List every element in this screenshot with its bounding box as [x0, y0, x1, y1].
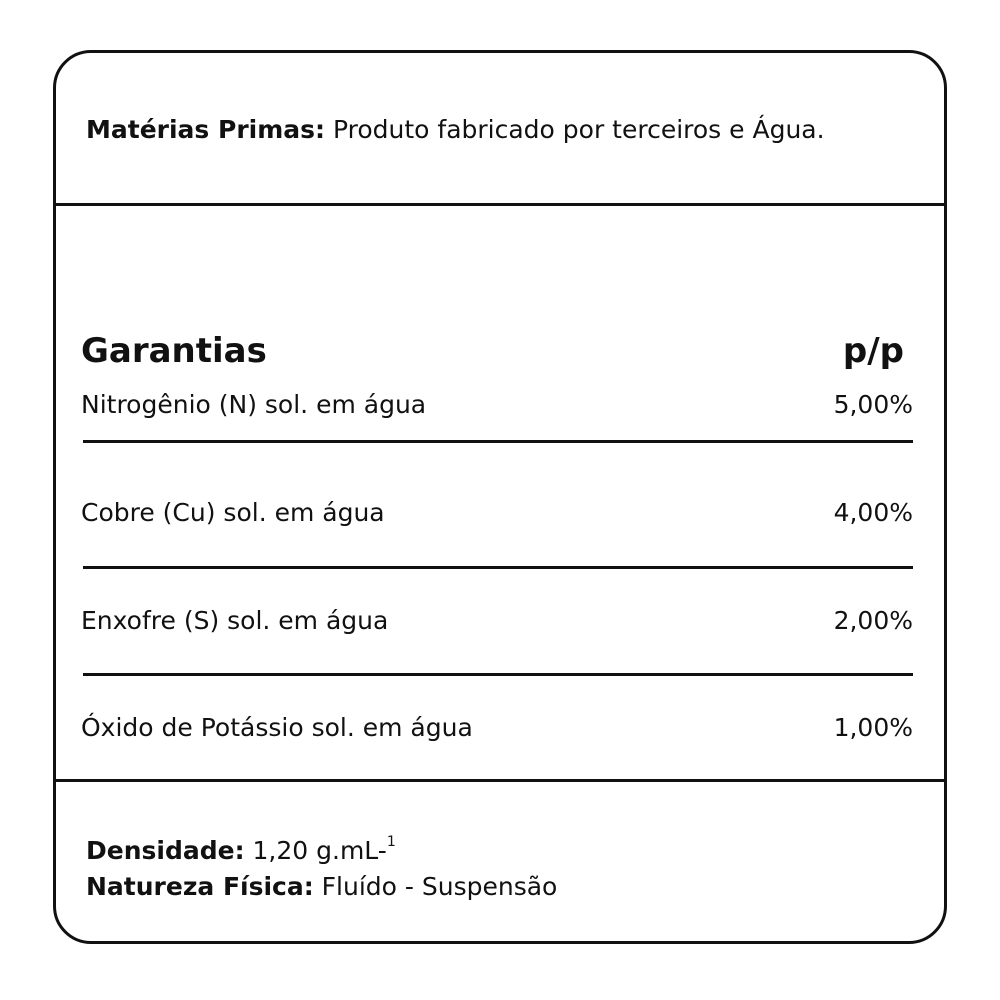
- density-value: 1,20 g.mL-: [244, 836, 387, 865]
- guarantee-value: 5,00%: [833, 390, 913, 419]
- guarantees-title: Garantias: [81, 331, 267, 371]
- guarantee-value: 2,00%: [833, 606, 913, 635]
- guarantee-name: Cobre (Cu) sol. em água: [81, 498, 385, 527]
- raw-materials-label: Matérias Primas:: [86, 115, 326, 144]
- row-divider: [83, 566, 913, 569]
- row-divider: [83, 440, 913, 443]
- guarantee-name: Óxido de Potássio sol. em água: [81, 713, 473, 742]
- row-divider: [83, 673, 913, 676]
- density-line: [86, 836, 396, 865]
- physical-nature-line: [86, 872, 557, 901]
- guarantees-header: [81, 331, 908, 371]
- density-label: Densidade:: [86, 836, 245, 865]
- guarantee-row-potassium-oxide: [81, 713, 913, 742]
- product-info-panel: [53, 50, 947, 944]
- density-exponent: 1: [386, 834, 396, 850]
- section-divider-top: [56, 203, 944, 206]
- section-divider-bottom: [56, 779, 944, 782]
- guarantee-value: 1,00%: [833, 713, 913, 742]
- guarantee-name: Nitrogênio (N) sol. em água: [81, 390, 427, 419]
- unit-header: p/p: [842, 331, 904, 371]
- guarantee-row-sulfur: [81, 606, 913, 635]
- guarantee-name: Enxofre (S) sol. em água: [81, 606, 389, 635]
- guarantee-row-nitrogen: [81, 390, 913, 419]
- raw-materials-line: [86, 115, 825, 144]
- raw-materials-value: Produto fabricado por terceiros e Água.: [325, 115, 825, 144]
- physical-nature-value: Fluído - Suspensão: [313, 872, 558, 901]
- guarantee-row-copper: [81, 498, 913, 527]
- physical-nature-label: Natureza Física:: [86, 872, 314, 901]
- guarantee-value: 4,00%: [833, 498, 913, 527]
